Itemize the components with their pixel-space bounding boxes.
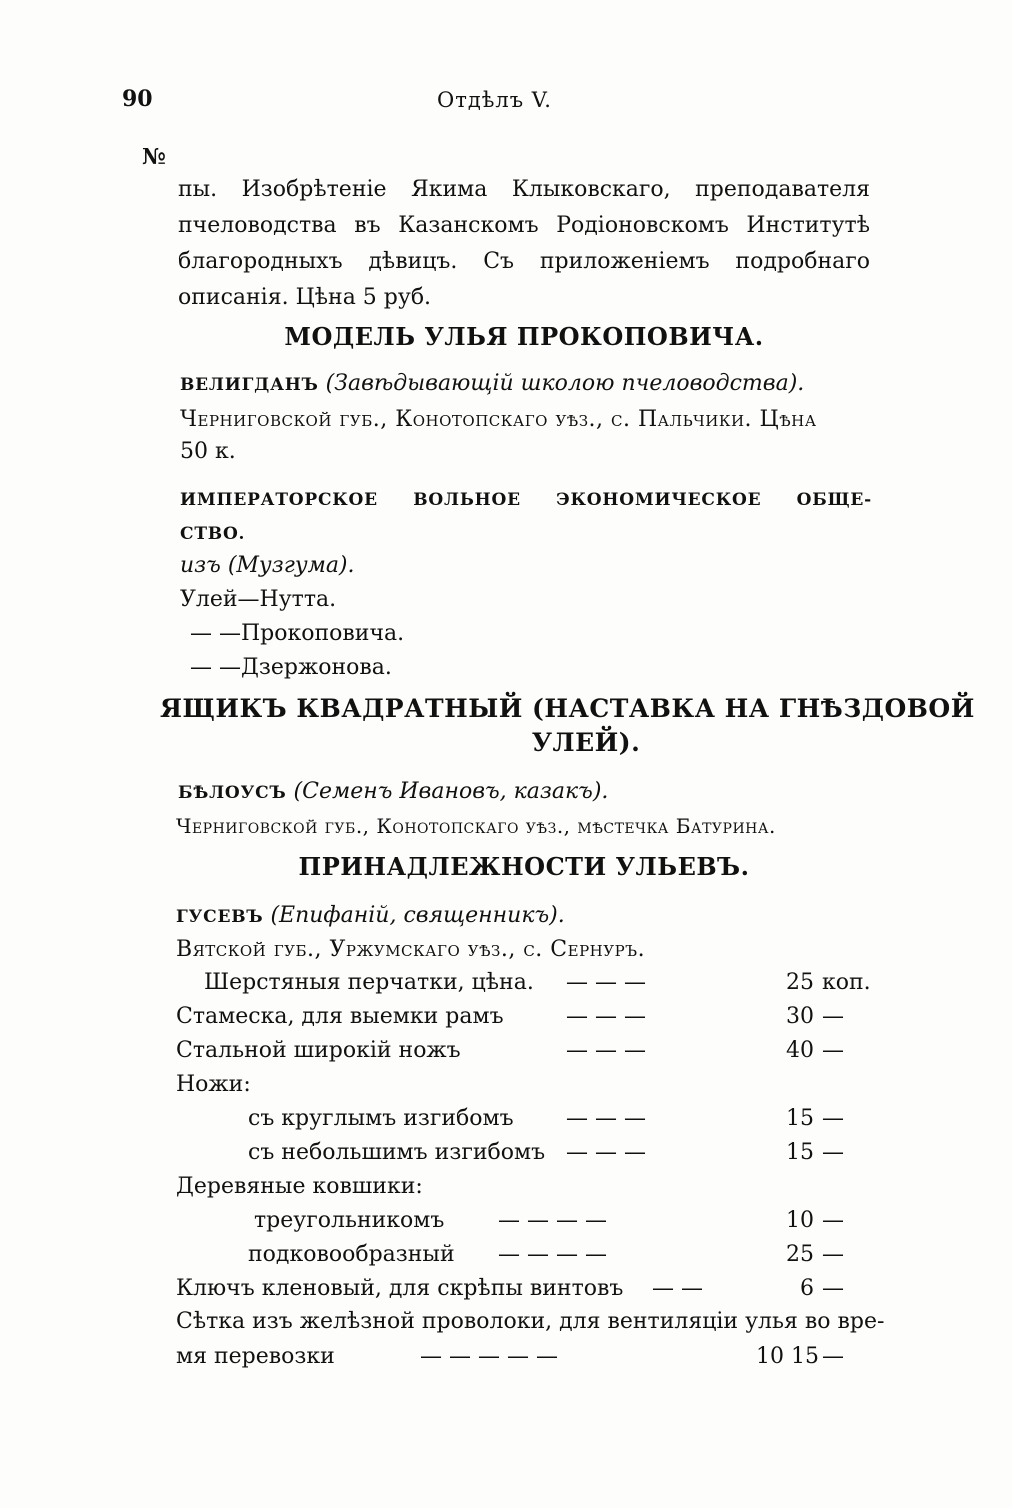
exhibitor-address: Черниговской губ., Конотопскаго уѣз., мѣстечка Батурина. — [176, 814, 776, 838]
price-label: съ небольшимъ изгибомъ — [248, 1140, 546, 1165]
price-dashes: — — — — [566, 970, 646, 995]
society-name-line2: СТВО. — [180, 524, 246, 544]
society-source: изъ (Музгума). — [180, 553, 355, 578]
price-label: Ножи: — [176, 1072, 251, 1097]
price-row — [176, 1238, 876, 1272]
price-value: 15 — [786, 1106, 814, 1131]
exhibitor-name: БѢЛОУСЪ — [178, 783, 287, 803]
exhibitor-note: (Завѣдывающій школою пчеловодства). — [325, 371, 805, 396]
price-row — [176, 1340, 876, 1374]
price-unit: — — [822, 1004, 844, 1029]
section-heading-box-line2: УЛЕЙ). — [531, 728, 641, 757]
price-label: подковообразный — [248, 1242, 455, 1267]
society-name-line1: ИМПЕРАТОРСКОЕ ВОЛЬНОЕ ЭКОНОМИЧЕСКОЕ ОБЩЕ- — [180, 490, 872, 510]
price-value: 25 — [786, 970, 814, 995]
price-dashes: — — — [652, 1276, 703, 1301]
price-row — [176, 1136, 876, 1170]
price-dashes: — — — — — [498, 1242, 607, 1267]
price-unit: — — [822, 1276, 844, 1301]
price-value: 30 — [786, 1004, 814, 1029]
price-value: 10 15 — [756, 1344, 819, 1369]
price-dashes: — — — — [566, 1004, 646, 1029]
number-sign: № — [142, 144, 166, 170]
price-label: треугольникомъ — [254, 1208, 445, 1233]
price-unit: — — [822, 1038, 844, 1063]
exhibitor-line-gusev — [176, 898, 565, 935]
price-dashes: — — — — [566, 1140, 646, 1165]
price-label: съ круглымъ изгибомъ — [248, 1106, 514, 1131]
price-unit: коп. — [822, 970, 871, 995]
price-value: 40 — [786, 1038, 814, 1063]
exhibitor-line-belous — [178, 774, 608, 811]
page-number: 90 — [122, 86, 153, 112]
price-unit: — — [822, 1140, 844, 1165]
price-label: мя перевозки — [176, 1344, 335, 1369]
price-label: Шерстяныя перчатки, цѣна. — [204, 970, 534, 995]
price-value: 10 — [786, 1208, 814, 1233]
exhibitor-note: (Семенъ Ивановъ, казакъ). — [293, 779, 609, 804]
price-row — [176, 966, 876, 1000]
continuation-paragraph: пы. Изобрѣтеніе Якима Клыковскаго, преподавателя пчеловодства въ Казанскомъ Родіоновскомъ Институтѣ благородныхъ дѣвицъ. Съ приложеніемъ подробнаго описанія. Цѣна 5 руб. — [178, 177, 870, 310]
price-unit: — — [822, 1208, 844, 1233]
price-label: Стамеска, для выемки рамъ — [176, 1004, 504, 1029]
price-unit: — — [822, 1106, 844, 1131]
price-dashes: — — — — [566, 1106, 646, 1131]
price-label: Ключъ кленовый, для скрѣпы винтовъ — [176, 1276, 624, 1301]
running-head: Отдѣлъ V. — [437, 88, 552, 112]
hive-item: — —Прокоповича. — [190, 621, 405, 646]
price-row — [176, 1000, 876, 1034]
price-value: 15 — [786, 1140, 814, 1165]
price-value: 6 — [800, 1276, 814, 1301]
price-item-line1: Сѣтка изъ желѣзной проволоки, для вентиляціи улья во вре- — [176, 1309, 885, 1334]
exhibitor-address: Вятской губ., Уржумскаго уѣз., с. Сернуръ. — [176, 937, 646, 962]
price-row — [176, 1102, 876, 1136]
section-heading-model: МОДЕЛЬ УЛЬЯ ПРОКОПОВИЧА. — [284, 322, 764, 351]
exhibitor-price: 50 к. — [180, 439, 236, 464]
price-dashes: — — — — — — [420, 1344, 558, 1369]
hive-item: Улей—Нутта. — [180, 587, 337, 612]
exhibitor-name: ВЕЛИГДАНЪ — [180, 375, 319, 395]
price-group-label — [176, 1068, 876, 1102]
price-group-label — [176, 1170, 876, 1204]
exhibitor-line-veligdan — [180, 366, 804, 403]
price-row — [176, 1272, 876, 1306]
section-heading-box: ЯЩИКЪ КВАДРАТНЫЙ (НАСТАВКА НА ГНѢЗДОВОЙ — [160, 694, 975, 723]
price-row — [176, 1204, 876, 1238]
price-unit: — — [822, 1344, 844, 1369]
price-dashes: — — — — — [498, 1208, 607, 1233]
price-value: 25 — [786, 1242, 814, 1267]
price-unit: — — [822, 1242, 844, 1267]
price-label: Деревяные ковшики: — [176, 1174, 423, 1199]
section-heading-accessories: ПРИНАДЛЕЖНОСТИ УЛЬЕВЪ. — [298, 852, 750, 881]
exhibitor-address: Черниговской губ., Конотопскаго уѣз., с. Пальчики. Цѣна — [180, 407, 817, 432]
exhibitor-note: (Епифаній, священникъ). — [270, 903, 565, 928]
price-row — [176, 1034, 876, 1068]
exhibitor-name: ГУСЕВЪ — [176, 907, 264, 927]
price-dashes: — — — — [566, 1038, 646, 1063]
hive-item: — —Дзержонова. — [190, 655, 392, 680]
price-label: Стальной широкій ножъ — [176, 1038, 461, 1063]
